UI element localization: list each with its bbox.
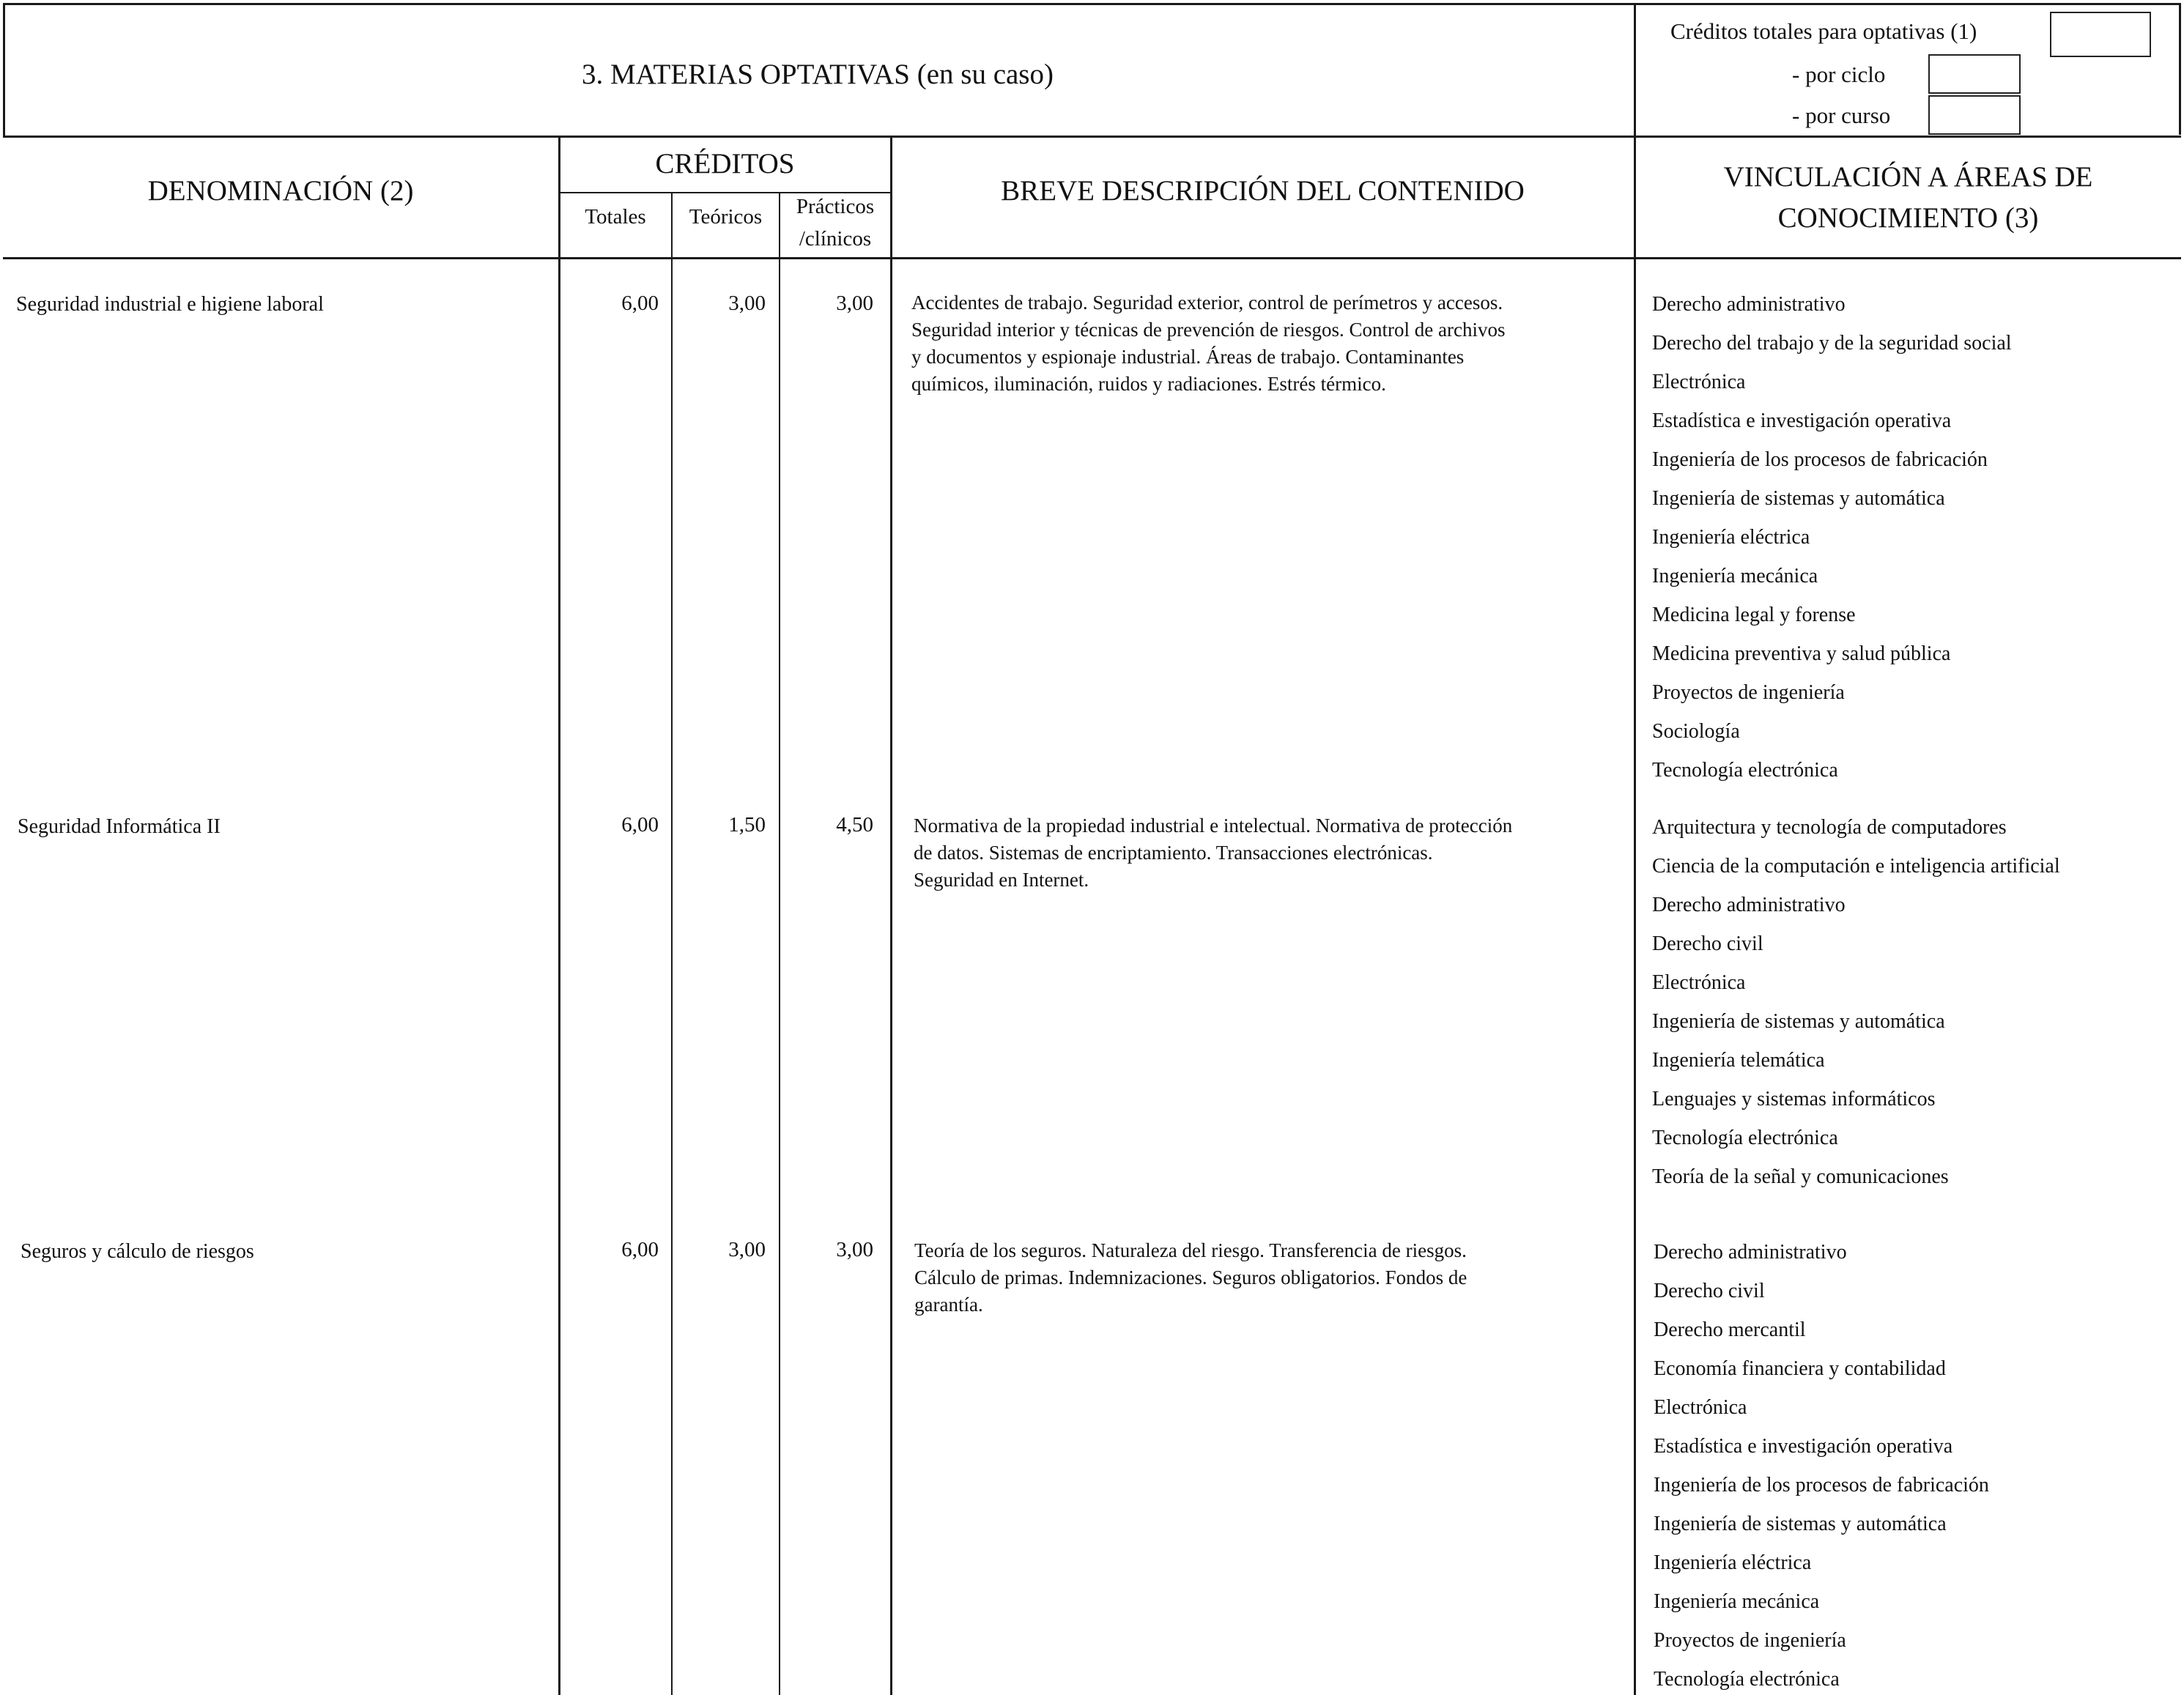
- subject-description-line: Cálculo de primas. Indemnizaciones. Seguros obligatorios. Fondos de: [914, 1266, 1467, 1288]
- col-line-totals: [671, 192, 673, 1695]
- subject-description-line: Seguridad en Internet.: [914, 869, 1089, 891]
- area-item: Derecho mercantil: [1654, 1318, 1806, 1341]
- area-item: Derecho administrativo: [1652, 894, 1846, 916]
- area-item: Ingeniería de los procesos de fabricación: [1654, 1474, 1989, 1496]
- table-border-right: [2179, 3, 2181, 135]
- area-item: Lenguajes y sistemas informáticos: [1652, 1088, 1936, 1110]
- column-header-divider: [3, 257, 2181, 259]
- area-item: Electrónica: [1654, 1396, 1747, 1419]
- subject-description-line: y documentos y espionaje industrial. Áreas de trabajo. Contaminantes: [911, 346, 1465, 368]
- column-header-totals: Totales: [585, 205, 646, 229]
- per-cycle-field[interactable]: [1928, 54, 2021, 94]
- area-item: Derecho administrativo: [1654, 1241, 1847, 1264]
- credits-total-label: Créditos totales para optativas (1): [1670, 18, 1977, 44]
- per-course-field[interactable]: [1928, 95, 2021, 135]
- subject-description-line: Seguridad interior y técnicas de prevención de riesgos. Control de archivos: [911, 319, 1506, 341]
- subject-credits-theoretical: 1,50: [728, 813, 766, 837]
- area-item: Ingeniería mecánica: [1654, 1590, 1820, 1613]
- column-header-areas-1: VINCULACIÓN A ÁREAS DE: [1723, 161, 2093, 193]
- column-header-name: DENOMINACIÓN (2): [147, 175, 414, 207]
- subject-credits-practical: 3,00: [836, 292, 873, 315]
- subject-description-line: Accidentes de trabajo. Seguridad exterior, control de perímetros y accesos.: [911, 292, 1503, 314]
- area-item: Ingeniería de los procesos de fabricación: [1652, 448, 1988, 471]
- area-item: Proyectos de ingeniería: [1654, 1629, 1846, 1652]
- area-item: Derecho civil: [1654, 1280, 1765, 1302]
- subject-name: Seguridad Informática II: [18, 815, 221, 838]
- area-item: Estadística e investigación operativa: [1654, 1435, 1953, 1458]
- subject-credits-totals: 6,00: [621, 813, 659, 837]
- area-item: Ingeniería de sistemas y automática: [1652, 487, 1945, 510]
- subject-credits-theoretical: 3,00: [728, 292, 766, 315]
- area-item: Electrónica: [1652, 971, 1746, 994]
- area-item: Medicina legal y forense: [1652, 604, 1856, 626]
- area-item: Electrónica: [1652, 371, 1746, 393]
- column-header-theoretical: Teóricos: [689, 205, 763, 229]
- column-header-areas-2: CONOCIMIENTO (3): [1777, 202, 2039, 234]
- subject-description-line: químicos, iluminación, ruidos y radiaciones. Estrés térmico.: [911, 373, 1386, 395]
- col-line-name: [558, 136, 560, 1695]
- column-header-practical-2: /clínicos: [799, 227, 872, 251]
- col-line-description: [1634, 3, 1636, 1695]
- area-item: Sociología: [1652, 720, 1740, 743]
- credits-total-field[interactable]: [2050, 12, 2151, 57]
- area-item: Ciencia de la computación e inteligencia artificial: [1652, 855, 2060, 878]
- area-item: Derecho del trabajo y de la seguridad social: [1652, 332, 2012, 355]
- area-item: Derecho administrativo: [1652, 293, 1846, 316]
- area-item: Tecnología electrónica: [1654, 1668, 1840, 1691]
- area-item: Tecnología electrónica: [1652, 1127, 1838, 1149]
- area-item: Ingeniería eléctrica: [1652, 526, 1810, 549]
- per-course-label: - por curso: [1792, 103, 1891, 128]
- subject-description-line: de datos. Sistemas de encriptamiento. Transacciones electrónicas.: [914, 842, 1433, 864]
- area-item: Arquitectura y tecnología de computadores: [1652, 816, 2007, 839]
- area-item: Derecho civil: [1652, 932, 1763, 955]
- area-item: Ingeniería telemática: [1652, 1049, 1825, 1072]
- area-item: Proyectos de ingeniería: [1652, 681, 1845, 704]
- column-header-practical-1: Prácticos: [796, 195, 875, 218]
- area-item: Tecnología electrónica: [1652, 759, 1838, 782]
- area-item: Ingeniería mecánica: [1652, 565, 1818, 587]
- section-title: 3. MATERIAS OPTATIVAS (en su caso): [582, 59, 1054, 90]
- table-border-top: [3, 3, 2181, 5]
- subject-description-line: Teoría de los seguros. Naturaleza del riesgo. Transferencia de riesgos.: [914, 1239, 1467, 1261]
- subject-name: Seguridad industrial e higiene laboral: [16, 293, 324, 316]
- header-divider: [3, 136, 2181, 138]
- subject-credits-totals: 6,00: [621, 1238, 659, 1261]
- subject-description-line: Normativa de la propiedad industrial e intelectual. Normativa de protección: [914, 815, 1513, 837]
- col-line-credits: [890, 136, 892, 1695]
- area-item: Teoría de la señal y comunicaciones: [1652, 1165, 1949, 1188]
- area-item: Ingeniería de sistemas y automática: [1652, 1010, 1945, 1033]
- subject-credits-practical: 3,00: [836, 1238, 873, 1261]
- area-item: Estadística e investigación operativa: [1652, 409, 1952, 432]
- area-item: Medicina preventiva y salud pública: [1652, 642, 1951, 665]
- area-item: Economía financiera y contabilidad: [1654, 1357, 1946, 1380]
- subject-credits-practical: 4,50: [836, 813, 873, 837]
- subject-description-line: garantía.: [914, 1294, 983, 1316]
- column-header-credits: CRÉDITOS: [655, 148, 795, 179]
- col-line-theoretical: [779, 192, 780, 1695]
- subject-name: Seguros y cálculo de riesgos: [21, 1240, 254, 1263]
- area-item: Ingeniería eléctrica: [1654, 1551, 1812, 1574]
- per-cycle-label: - por ciclo: [1792, 62, 1886, 87]
- subject-credits-theoretical: 3,00: [728, 1238, 766, 1261]
- area-item: Ingeniería de sistemas y automática: [1654, 1513, 1947, 1535]
- column-header-description: BREVE DESCRIPCIÓN DEL CONTENIDO: [1001, 175, 1525, 207]
- credits-subheader-divider: [558, 192, 890, 193]
- subject-credits-totals: 6,00: [621, 292, 659, 315]
